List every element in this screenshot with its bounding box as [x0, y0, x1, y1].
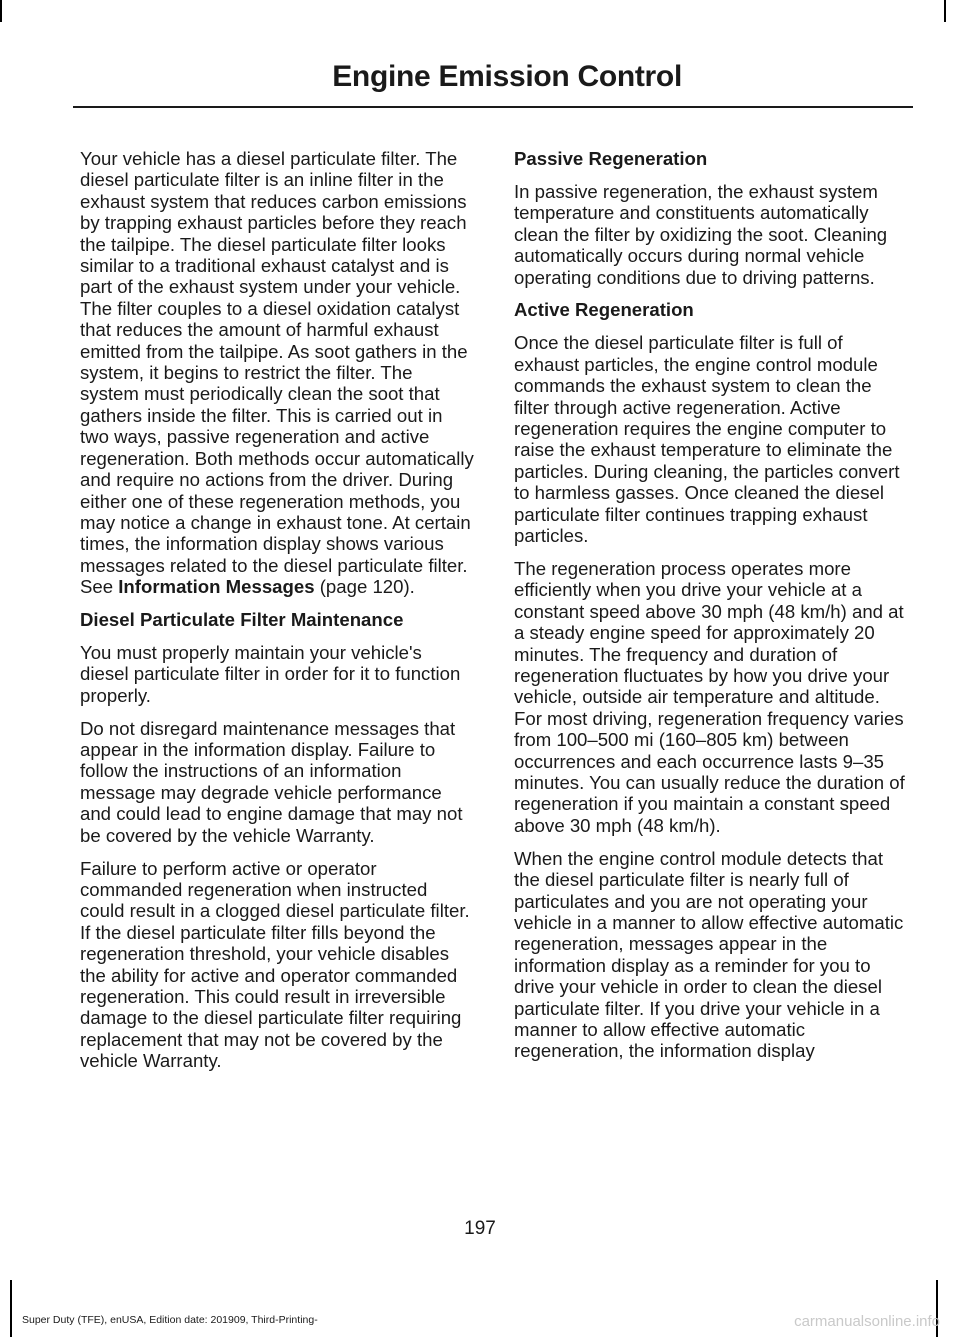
crop-mark-top-left [0, 0, 2, 22]
maintenance-heading: Diesel Particulate Filter Maintenance [80, 609, 404, 631]
intro-paragraph [80, 148, 474, 598]
passive-regeneration-paragraph: In passive regeneration, the exhaust system temperature and constituents automatically clean the filter by oxidizing the soot. Cleaning automatically occurs during normal vehicle operating conditions due to driving patterns. [514, 180, 888, 288]
maintenance-paragraph-1: You must properly maintain your vehicle's diesel particulate filter in order for it to function properly. [80, 641, 461, 706]
edition-info: Super Duty (TFE), enUSA, Edition date: 201909, Third-Printing- [22, 1314, 318, 1326]
active-regeneration-paragraph-1: Once the diesel particulate filter is full of exhaust particles, the engine control module commands the exhaust system to clean the filter through active regeneration. Active regeneration requires the engine computer to raise the exhaust temperature to eliminate the particles. During cleaning, the particles convert to harmless gasses. Once cleaned the diesel particulate filter continues trapping exhaust particles. [514, 332, 900, 546]
crop-mark-bottom-left [10, 1280, 12, 1337]
watermark: carmanualsonline.info [794, 1313, 940, 1330]
intro-text: Your vehicle has a diesel particulate filter. The diesel particulate filter is an inline filter in the exhaust system that reduces carbon emissions by trapping exhaust particles before they reach the tailpipe. The diesel particulate filter looks similar to a traditional exhaust catalyst and is part of the exhaust system under your vehicle. The filter couples to a diesel oxidation catalyst that reduces the amount of harmful exhaust emitted from the tailpipe. As soot gathers in the system, it begins to restrict the filter. The system must periodically clean the soot that gathers inside the filter. This is carried out in two ways, passive regeneration and active regeneration. Both methods occur automatically and require no actions from the driver. During either one of these regeneration methods, you may notice a change in exhaust tone. At certain times, the information display shows various messages related to the diesel particulate filter. See [80, 148, 474, 598]
information-messages-link[interactable]: Information Messages [118, 576, 315, 598]
crop-mark-top-right [944, 0, 946, 22]
page-number: 197 [464, 1218, 496, 1239]
page-title: Engine Emission Control [332, 60, 682, 93]
passive-regeneration-heading: Passive Regeneration [514, 148, 708, 169]
active-regeneration-paragraph-3: When the engine control module detects that the diesel particulate filter is nearly full of particulates and you are not operating your vehicle in a manner to allow effective automatic regeneration, messages appear in the information display as a reminder for you to drive your vehicle in order to clean the diesel particulate filter. If you drive your vehicle in a manner to allow effective automatic regeneration, the information display [514, 847, 904, 1062]
active-regeneration-paragraph-2: The regeneration process operates more efficiently when you drive your vehicle at a constant speed above 30 mph (48 km/h) and at a steady engine speed for approximately 20 minutes. The frequency and duration of regeneration fluctuates by how you drive your vehicle, outside air temperature and altitude. For most driving, regeneration frequency varies from 100–500 mi (160–805 km) between occurrences and each occurrence lasts 9–35 minutes. You can usually reduce the duration of regeneration if you maintain a constant speed above 30 mph (48 km/h). [514, 557, 905, 836]
active-regeneration-heading: Active Regeneration [514, 299, 694, 321]
right-column [514, 148, 908, 1073]
page-reference: (page 120). [314, 576, 415, 598]
maintenance-paragraph-2: Do not disregard maintenance messages that appear in the information display. Failure to follow the instructions of an information message may degrade vehicle performance and could lead to engine damage that may not be covered by the vehicle Warranty. [80, 717, 463, 846]
left-column [80, 148, 474, 1083]
maintenance-paragraph-3: Failure to perform active or operator commanded regeneration when instructed could result in a clogged diesel particulate filter. If the diesel particulate filter fills beyond the regeneration threshold, your vehicle disables the ability for active and operator commanded regeneration. This could result in irreversible damage to the diesel particulate filter requiring replacement that may not be covered by the vehicle Warranty. [80, 857, 470, 1072]
header-divider [73, 106, 913, 108]
